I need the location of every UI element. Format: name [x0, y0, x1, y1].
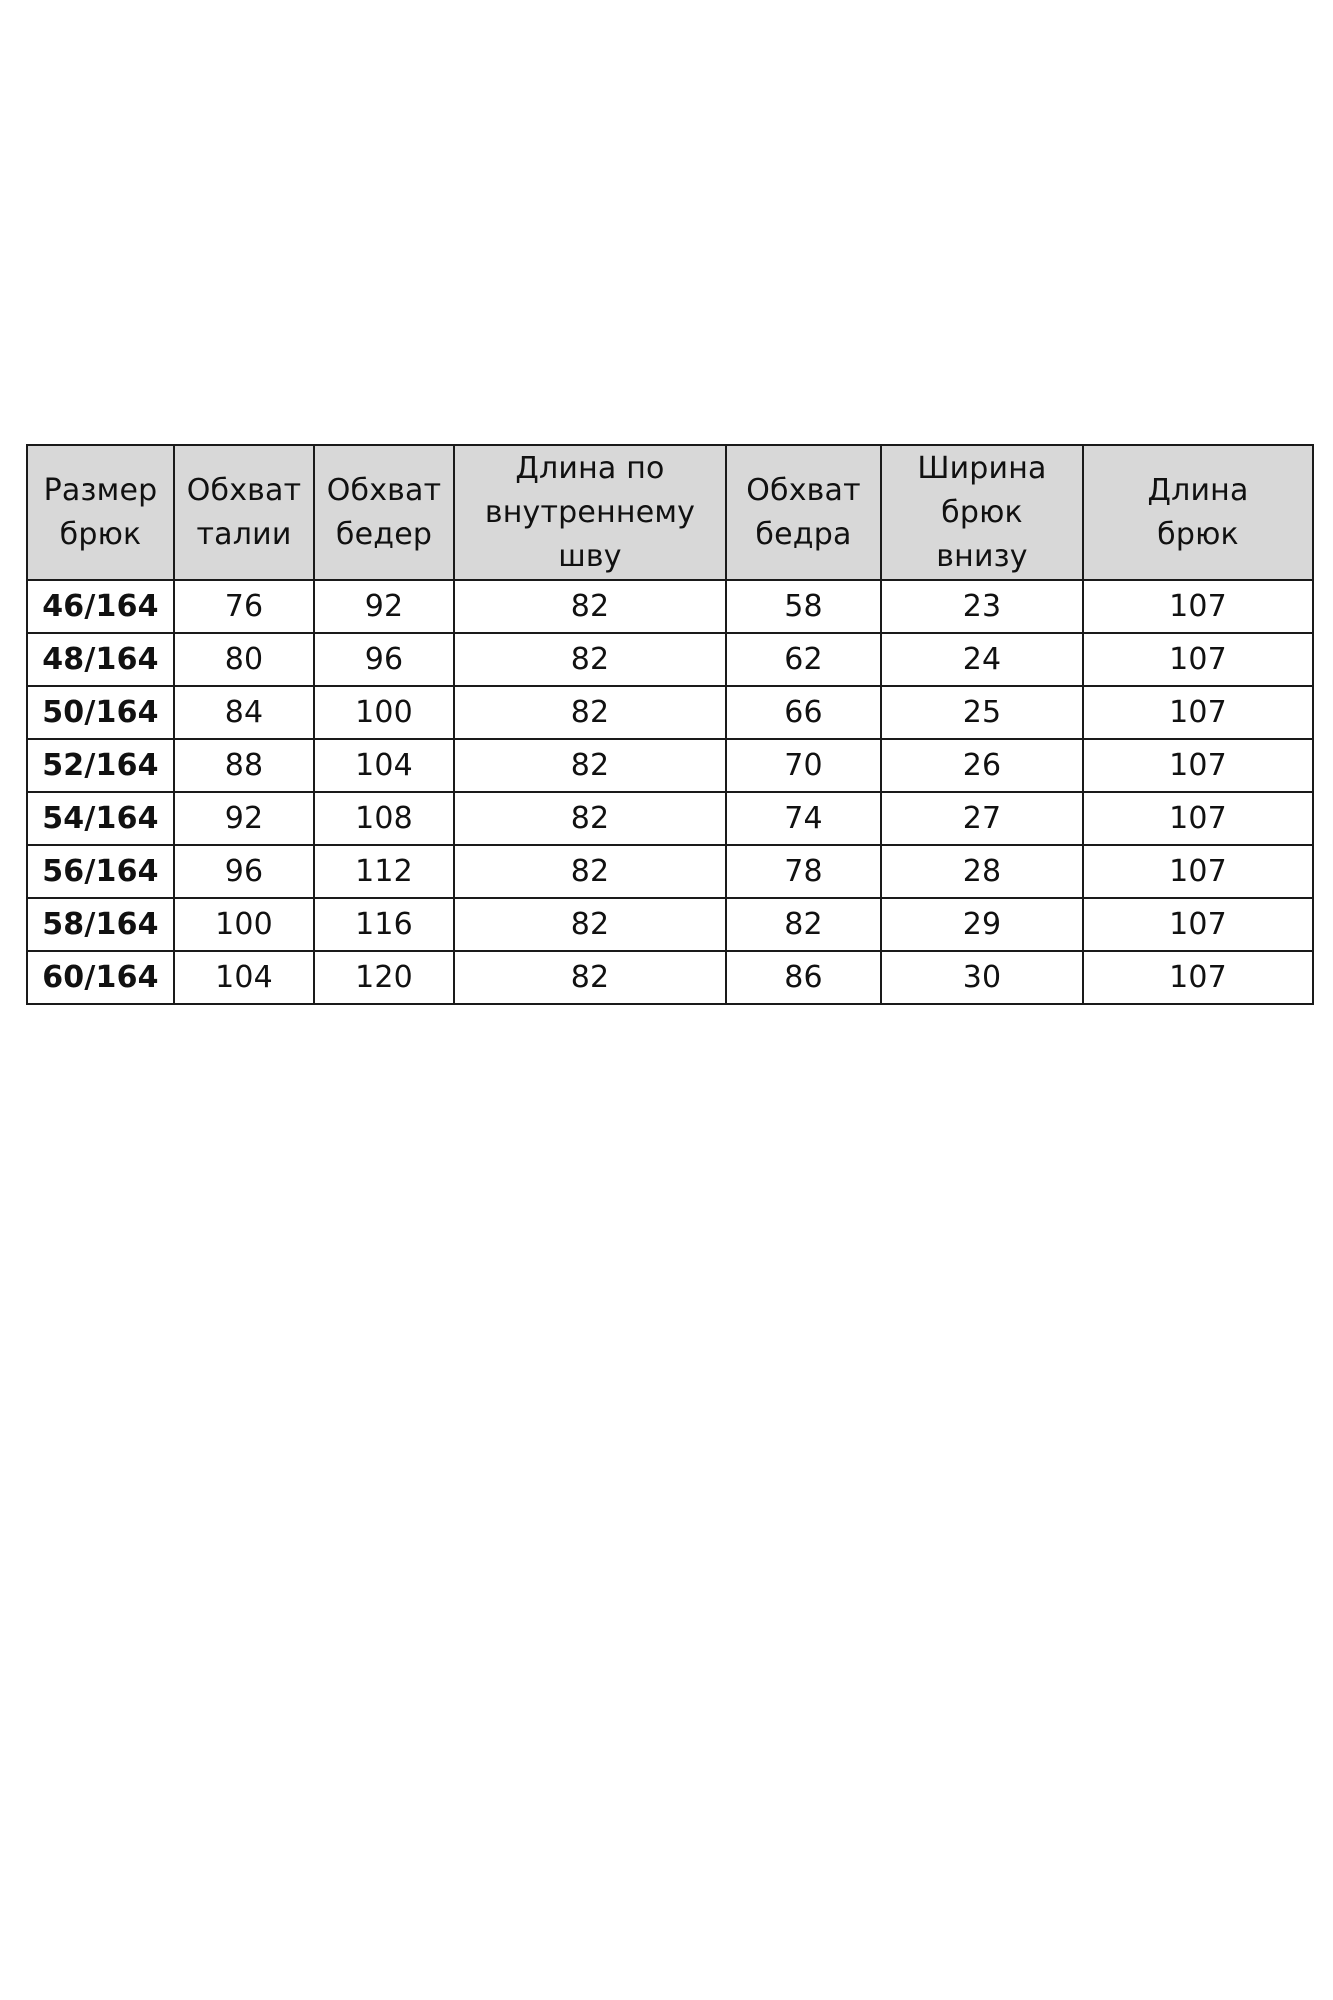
table-row	[27, 898, 1313, 951]
inseam-cell: 82	[454, 951, 726, 1004]
thigh-cell: 62	[726, 633, 881, 686]
thigh-cell: 74	[726, 792, 881, 845]
length-cell: 107	[1083, 898, 1313, 951]
hem-width-cell: 29	[881, 898, 1083, 951]
waist-cell: 80	[174, 633, 314, 686]
waist-cell: 88	[174, 739, 314, 792]
hem-width-cell: 27	[881, 792, 1083, 845]
thigh-cell: 70	[726, 739, 881, 792]
waist-cell: 104	[174, 951, 314, 1004]
size-cell: 48/164	[27, 633, 174, 686]
header-waist-line: Обхват	[186, 472, 302, 508]
inseam-cell: 82	[454, 845, 726, 898]
length-cell: 107	[1083, 686, 1313, 739]
length-cell: 107	[1083, 633, 1313, 686]
inseam-cell: 82	[454, 792, 726, 845]
header-thigh-line: бедра	[755, 516, 852, 552]
hips-cell: 96	[314, 633, 454, 686]
length-cell: 107	[1083, 580, 1313, 633]
waist-cell: 96	[174, 845, 314, 898]
header-length	[1083, 445, 1313, 580]
hem-width-cell: 25	[881, 686, 1083, 739]
table-row	[27, 792, 1313, 845]
table-row	[27, 686, 1313, 739]
hips-cell: 116	[314, 898, 454, 951]
hips-cell: 112	[314, 845, 454, 898]
header-inseam	[454, 445, 726, 580]
header-thigh	[726, 445, 881, 580]
header-length-line: брюк	[1157, 516, 1239, 552]
header-hem-width	[881, 445, 1083, 580]
header-inseam-line: шву	[558, 538, 622, 574]
header-inseam-line: Длина по	[515, 450, 665, 486]
size-cell: 54/164	[27, 792, 174, 845]
header-hips-line: Обхват	[326, 472, 442, 508]
hips-cell: 104	[314, 739, 454, 792]
table-row	[27, 633, 1313, 686]
table-row	[27, 845, 1313, 898]
length-cell: 107	[1083, 739, 1313, 792]
header-size	[27, 445, 174, 580]
hips-cell: 120	[314, 951, 454, 1004]
size-cell: 52/164	[27, 739, 174, 792]
header-size-line: Размер	[43, 472, 158, 508]
table-row	[27, 951, 1313, 1004]
hips-cell: 108	[314, 792, 454, 845]
table-row	[27, 580, 1313, 633]
size-cell: 58/164	[27, 898, 174, 951]
header-thigh-line: Обхват	[746, 472, 861, 508]
header-hips-line: бедер	[335, 516, 433, 552]
inseam-cell: 82	[454, 580, 726, 633]
thigh-cell: 58	[726, 580, 881, 633]
inseam-cell: 82	[454, 633, 726, 686]
thigh-cell: 78	[726, 845, 881, 898]
waist-cell: 92	[174, 792, 314, 845]
hem-width-cell: 23	[881, 580, 1083, 633]
hips-cell: 92	[314, 580, 454, 633]
thigh-cell: 82	[726, 898, 881, 951]
thigh-cell: 86	[726, 951, 881, 1004]
inseam-cell: 82	[454, 686, 726, 739]
length-cell: 107	[1083, 951, 1313, 1004]
size-chart-table	[26, 444, 1314, 1005]
header-length-line: Длина	[1147, 472, 1249, 508]
inseam-cell: 82	[454, 739, 726, 792]
header-row	[27, 445, 1313, 580]
size-cell: 56/164	[27, 845, 174, 898]
header-inseam-line: внутреннему	[484, 494, 696, 530]
size-cell: 50/164	[27, 686, 174, 739]
waist-cell: 84	[174, 686, 314, 739]
header-waist-line: талии	[196, 516, 292, 552]
header-hem-width-line: брюк	[941, 494, 1023, 530]
table-row	[27, 739, 1313, 792]
length-cell: 107	[1083, 845, 1313, 898]
header-hem-width-line: внизу	[936, 538, 1028, 574]
header-hem-width-line: Ширина	[917, 450, 1047, 486]
waist-cell: 76	[174, 580, 314, 633]
hem-width-cell: 30	[881, 951, 1083, 1004]
thigh-cell: 66	[726, 686, 881, 739]
hem-width-cell: 24	[881, 633, 1083, 686]
waist-cell: 100	[174, 898, 314, 951]
size-cell: 60/164	[27, 951, 174, 1004]
header-size-line: брюк	[59, 516, 142, 552]
size-cell: 46/164	[27, 580, 174, 633]
header-hips	[314, 445, 454, 580]
length-cell: 107	[1083, 792, 1313, 845]
hem-width-cell: 26	[881, 739, 1083, 792]
inseam-cell: 82	[454, 898, 726, 951]
hips-cell: 100	[314, 686, 454, 739]
hem-width-cell: 28	[881, 845, 1083, 898]
header-waist	[174, 445, 314, 580]
